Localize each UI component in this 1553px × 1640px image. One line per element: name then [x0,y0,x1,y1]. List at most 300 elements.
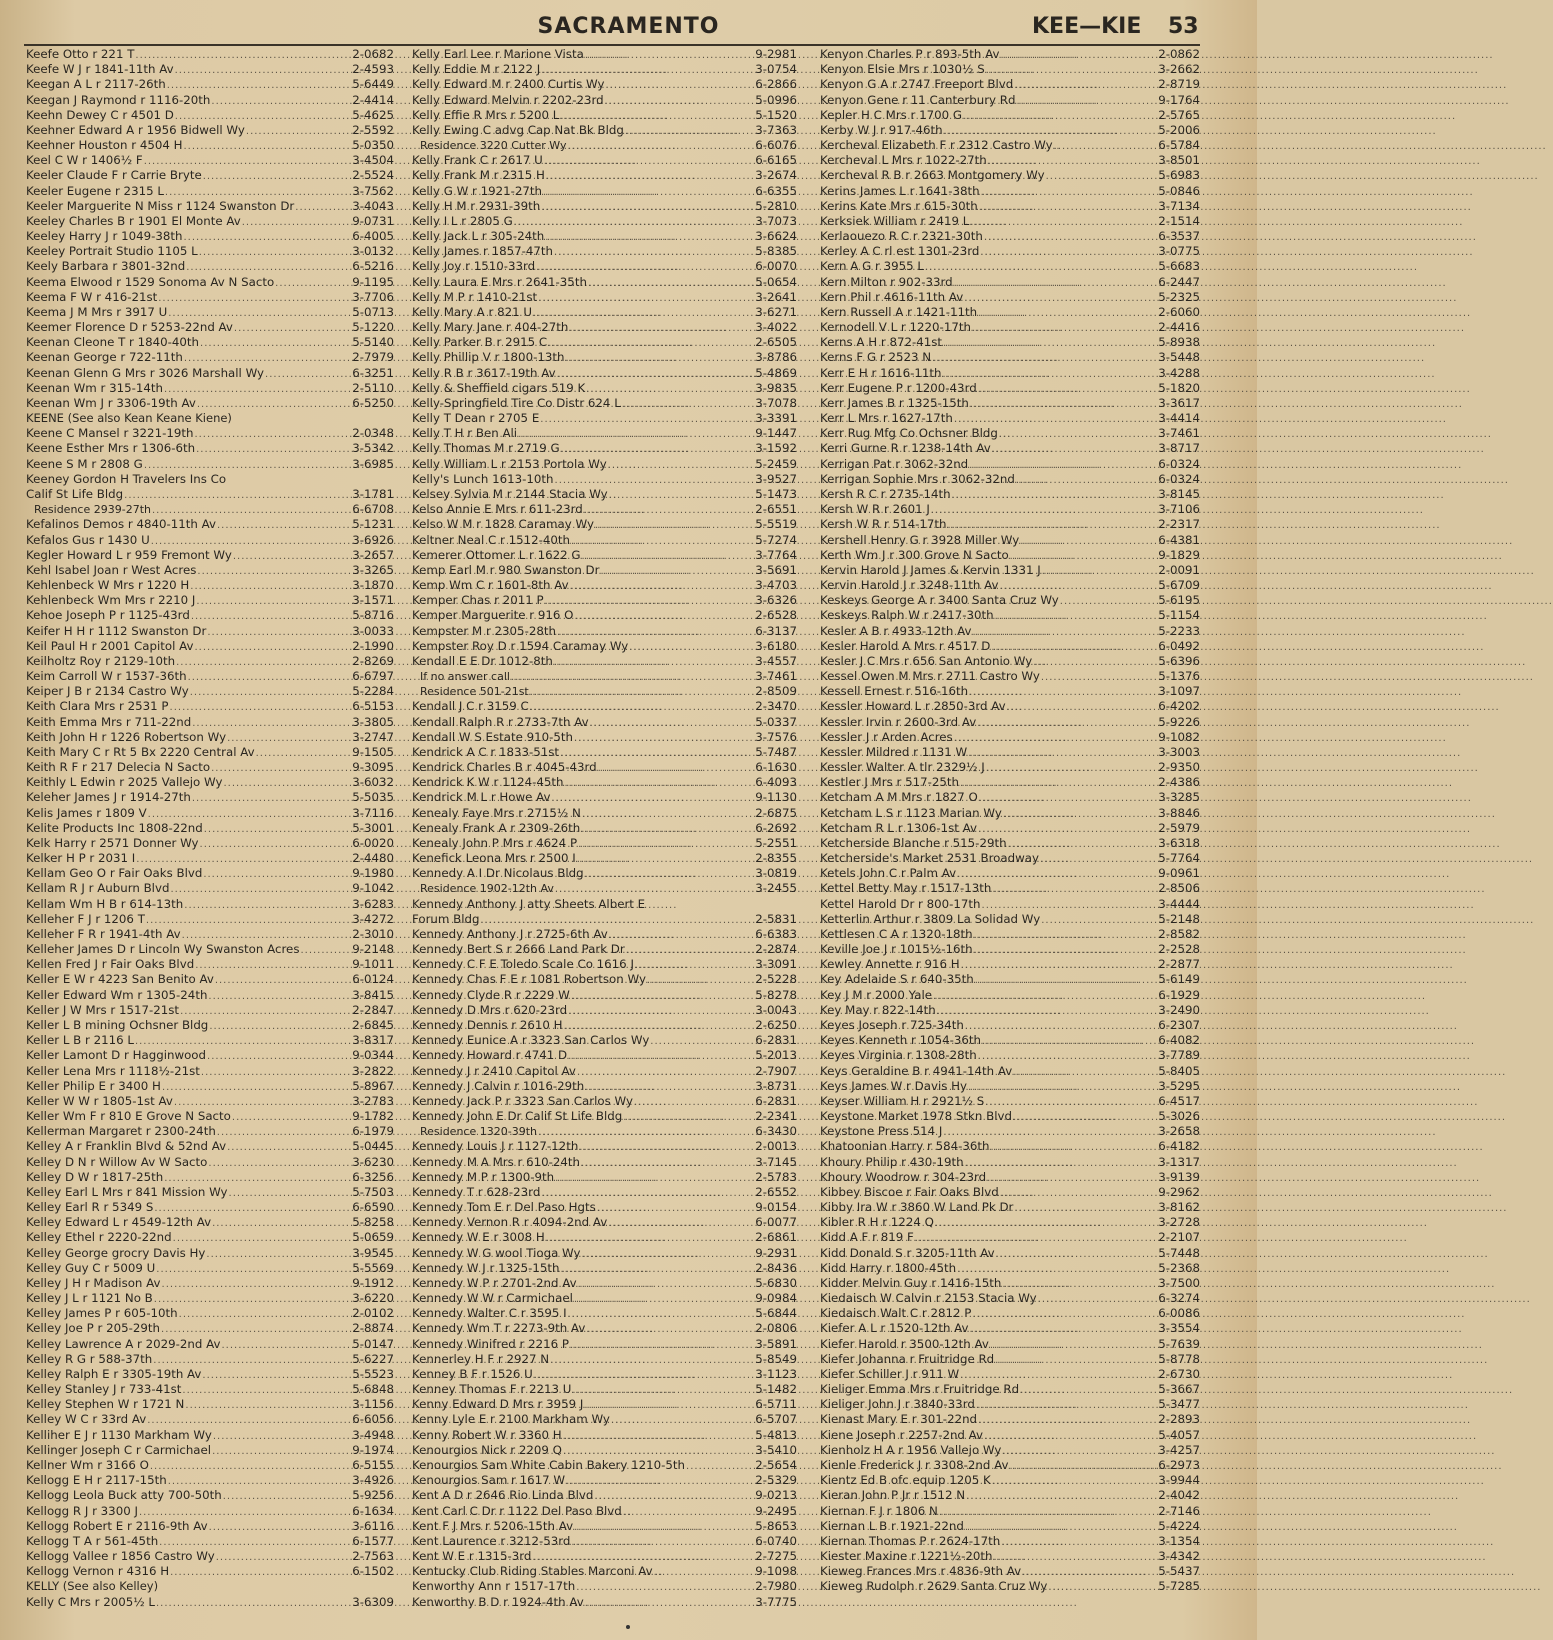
leader-dots [209,1520,352,1535]
leader-dots [611,1413,754,1428]
listing-name: Kenney Thomas F r 2213 U [412,1382,572,1397]
leader-dots [609,928,754,943]
listing-phone: 2-1990 [352,638,394,653]
leader-dots [180,1004,351,1019]
listing-phone: 5-9226 [1158,714,1200,729]
listing-row [820,1246,1200,1261]
leader-dots [571,989,754,1004]
listing-phone: 3-6318 [1158,835,1200,850]
leader-dots [635,958,754,973]
listing-row [26,517,394,532]
leader-dots [170,882,351,897]
listing-phone: 5-1820 [1158,380,1200,395]
listing-row [26,1579,394,1594]
listing-row [412,320,797,335]
listing-name: Keema Elwood r 1529 Sonoma Av N Sacto [26,274,275,289]
listing-row [412,199,797,214]
leader-dots [978,306,1157,321]
listing-name: Kessler J r Arden Acres [820,729,953,744]
leader-dots [622,397,754,412]
leader-dots [560,1262,754,1277]
listing-row [820,108,1200,123]
leader-dots [977,716,1157,731]
listing-phone: 5-5519 [755,517,797,532]
listing-phone: 5-0996 [755,92,797,107]
listing-name: Keville Joe J r 1015½-16th [820,942,973,957]
leader-dots [581,822,754,837]
listing-name: Kercheval R B r 2663 Montgomery Wy [820,168,1045,183]
leader-dots [256,746,352,761]
leader-dots [162,1080,351,1095]
listing-row [26,62,394,77]
listing-row [26,988,394,1003]
listing-name: Kerksiek William r 2419 L [820,213,970,228]
listing-row [412,669,797,684]
listing-row [412,123,797,138]
listing-row [26,821,394,836]
listing-row [412,806,797,821]
leader-dots [212,1444,351,1459]
listing-phone: 5-6683 [1158,259,1200,274]
listing-phone: 5-1231 [352,517,394,532]
listing-name: Kelleher F J r 1206 T [26,911,145,926]
leader-dots [996,1247,1158,1262]
listing-phone: 3-0132 [352,244,394,259]
listing-row [26,1504,394,1519]
leader-dots [939,1505,1157,1520]
listing-name: Residence 3220 Cutter Wy [420,139,567,153]
listing-name: Kershell Henry G r 3928 Miller Wy [820,532,1020,547]
leader-dots [625,124,754,139]
listing-row [26,1564,394,1579]
listing-name: Kelley D N r Willow Av W Sacto [26,1154,208,1169]
listing-name: Keskeys Ralph W r 2417-30th [820,608,994,623]
listing-row [820,1261,1200,1276]
listing-row [26,1094,394,1109]
listing-row [26,138,394,153]
listing-phone: 3-7134 [1158,198,1200,213]
listing-phone: 3-6326 [755,593,797,608]
listing-row [26,320,394,335]
listing-phone: 3-9944 [1158,1473,1200,1488]
listing-phone: 6-6708 [352,502,394,517]
listing-name: Kerr E H r 1616-11th [820,365,942,380]
listing-name: Kerri Gurne R r 1238-14th Av [820,441,991,456]
listing-name: Keith John H r 1226 Robertson Wy [26,729,227,744]
listing-phone: 6-6383 [755,926,797,941]
listing-row [26,441,394,456]
listing-phone: 2-6875 [755,805,797,820]
listing-name: Kessler Howard L r 2850-3rd Av [820,699,1006,714]
leader-dots [968,1080,1157,1095]
listing-row [26,47,394,62]
leader-dots [568,1307,755,1322]
listing-phone: 6-0077 [755,1215,797,1230]
listing-row [820,1352,1200,1367]
listing-name: Kessell Ernest r 516-16th [820,684,969,699]
listing-row [412,1382,797,1397]
listing-row [26,790,394,805]
leader-dots [197,564,351,579]
leader-dots [563,1429,755,1444]
leader-dots [481,913,755,928]
listing-phone: 6-0086 [1158,1306,1200,1321]
listing-phone: 5-2233 [1158,623,1200,638]
listing-phone: 2-5110 [352,380,394,395]
listing-phone: 6-5784 [1158,138,1200,153]
listing-phone: 3-7500 [1158,1275,1200,1290]
leader-dots [574,731,754,746]
leader-dots [179,1307,352,1322]
leader-dots [585,1080,754,1095]
listing-row [820,1549,1200,1564]
listing-phone: 6-4182 [1158,1139,1200,1154]
leader-dots [555,882,754,897]
listing-row [26,533,394,548]
leader-dots [933,989,1157,1004]
listing-phone: 2-8719 [1158,77,1200,92]
listing-row [26,168,394,183]
listing-row [26,472,394,487]
listing-name: Kellogg Vallee r 1856 Castro Wy [26,1549,215,1564]
listing-phone: 3-5691 [755,562,797,577]
listing-row [412,214,797,229]
leader-dots [623,1505,754,1520]
listing-name: Kelley R G r 588-37th [26,1351,153,1366]
leader-dots [978,382,1158,397]
listing-name: Kelly R B r 3617-19th Av [412,365,556,380]
leader-dots [1001,48,1158,63]
listing-row [26,897,394,912]
listing-phone: 3-3091 [755,957,797,972]
leader-dots [566,1474,754,1489]
listing-phone: 3-3265 [352,562,394,577]
listing-row [26,153,394,168]
listing-phone: 2-4042 [1158,1488,1200,1503]
listing-name: Keeley Charles B r 1901 El Monte Av [26,213,241,228]
listing-row [820,897,1200,912]
listing-row [412,168,797,183]
listing-name: Kettlesen C A r 1320-18th [820,926,973,941]
listing-phone: 9-1447 [755,426,797,441]
listing-name: Kidd Donald S r 3205-11th Av [820,1245,995,1260]
listing-row [820,866,1200,881]
listing-row [26,396,394,411]
leader-dots [182,1383,351,1398]
listing-name: Kelley Guy C r 5009 U [26,1260,156,1275]
listing-name: Kehl Isabel Joan r West Acres [26,562,197,577]
listing-phone: 3-1592 [755,441,797,456]
leader-dots [151,534,352,549]
listing-phone: 5-8258 [352,1215,394,1230]
listing-row [26,1321,394,1336]
listing-row [412,350,797,365]
listing-name: Keeler Eugene r 2315 L [26,183,164,198]
listing-name: Kiester Maxine r 1221½-20th [820,1549,993,1564]
listing-row [412,138,797,153]
listing-name: Kennedy W P r 2701-2nd Av [412,1275,577,1290]
leader-dots [568,139,755,154]
listing-phone: 6-1979 [352,1124,394,1139]
leader-dots [571,1535,754,1550]
directory-column-2 [412,47,797,1610]
leader-dots [546,1231,755,1246]
leader-dots [974,943,1158,958]
listing-row [412,1230,797,1245]
leader-dots [992,442,1157,457]
listing-row [820,502,1200,517]
listing-name: Keskeys George A r 3400 Santa Cruz Wy [820,593,1059,608]
listing-name: Kelly Edward M r 2400 Curtis Wy [412,77,605,92]
listing-name: Keel C W r 1406½ F [26,153,143,168]
listing-phone: 3-6926 [352,532,394,547]
leader-dots [925,260,1157,275]
listing-name: Keene Esther Mrs r 1306-6th [26,441,196,456]
listing-phone: 3-9527 [755,471,797,486]
leader-dots [200,837,352,852]
listing-row [412,244,797,259]
listing-row [412,1519,797,1534]
listing-name: Keely Barbara r 3801-32nd [26,259,186,274]
listing-row [820,229,1200,244]
leader-dots [148,807,352,822]
listing-name: Kerns F G r 2523 N [820,350,932,365]
listing-name: Kerins Kate Mrs r 615-30th [820,198,978,213]
leader-dots [168,1474,351,1489]
listing-name: Kendrick Charles B r 4045-43rd [412,760,597,775]
listing-phone: 3-8846 [1158,805,1200,820]
listing-name: Kelley D W r 1817-25th [26,1169,164,1184]
listing-name: Kelley J H r Madison Av [26,1275,161,1290]
leader-dots [185,1398,351,1413]
leader-dots [1009,1459,1157,1474]
listing-row [26,1412,394,1427]
listing-name: Keifer H H r 1112 Swanston Dr [26,623,207,638]
leader-dots [1033,655,1157,670]
listing-phone: 3-9545 [352,1245,394,1260]
listing-name: Keene S M r 2808 G [26,456,143,471]
listing-name: Keys James W r Davis Hy [820,1078,967,1093]
leader-dots [993,1550,1157,1565]
listing-phone: 3-4926 [352,1473,394,1488]
listing-row [412,639,797,654]
listing-phone: 2-5524 [352,168,394,183]
listing-name: Kenourgios Sam White Cabin Bakery 1210-5th [412,1457,686,1472]
listing-row [820,548,1200,563]
leader-dots [165,185,351,200]
listing-phone: 2-2341 [755,1109,797,1124]
listing-name: Kennedy John E Dr Calif St Life Bldg [412,1109,623,1124]
listing-phone: 6-1929 [1158,987,1200,1002]
listing-phone: 2-6505 [755,335,797,350]
listing-phone: 6-2307 [1158,1018,1200,1032]
leader-dots [970,1322,1158,1337]
listing-name: Kienast Mary E r 301-22nd [820,1412,978,1427]
listing-row [26,244,394,259]
listing-row [820,77,1200,92]
listing-row [26,1306,394,1321]
leader-dots [965,1156,1158,1171]
listing-name: Kendall Ralph R r 2733-7th Av [412,714,589,729]
listing-row [820,1367,1200,1382]
listing-name: Keenan Wm J r 3306-19th Av [26,395,196,410]
listing-name: Kettel Harold Dr r 800-17th [820,896,981,911]
listing-phone: 5-5140 [352,335,394,350]
listing-row [26,426,394,441]
listing-row [26,1291,394,1306]
listing-row [26,972,394,987]
listing-row [26,77,394,92]
leader-dots [972,1307,1157,1322]
listing-name: Keleher James J r 1914-27th [26,790,191,805]
listing-row [412,305,797,320]
leader-dots [170,700,352,715]
leader-dots [963,109,1157,124]
listing-row [412,578,797,593]
leader-dots [650,1034,754,1049]
listing-phone: 5-4813 [755,1427,797,1442]
listing-phone: 5-0445 [352,1139,394,1154]
listing-phone: 9-0154 [755,1200,797,1215]
listing-phone: 2-0348 [352,426,394,441]
listing-name: Kerr Eugene P r 1200-43rd [820,380,977,395]
listing-phone: 5-7487 [755,744,797,759]
listing-row [412,1170,797,1185]
leader-dots [534,1368,754,1383]
listing-phone: 9-0213 [755,1488,797,1503]
leader-dots [213,1429,351,1444]
listing-row [412,229,797,244]
listing-row [412,654,797,669]
leader-dots [557,367,755,382]
listing-phone: 2-5783 [755,1169,797,1184]
listing-phone: 3-5448 [1158,350,1200,365]
leader-dots [200,336,351,351]
listing-name: Kehlenbeck Wm Mrs r 2210 J [26,593,196,608]
leader-dots [162,1277,352,1292]
listing-row [412,760,797,775]
listing-phone: 2-5979 [1158,820,1200,835]
leader-dots [595,518,754,533]
listing-name: Kidd A F r 819 F [820,1230,914,1245]
leader-dots [578,1277,755,1292]
listing-name: Kestler J Mrs r 517-25th [820,775,959,790]
listing-phone: 9-1974 [352,1442,394,1457]
listing-phone: 6-5155 [352,1457,394,1472]
listing-name: Kelly T H r Ben Ali [412,426,518,441]
leader-dots [623,1110,754,1125]
leader-dots [511,670,754,685]
listing-phone: 5-6709 [1158,578,1200,593]
listing-phone: 2-4386 [1158,775,1200,790]
listing-row [412,1048,797,1063]
leader-dots [954,412,1157,427]
listing-row [26,350,394,365]
listing-phone: 3-8317 [352,1033,394,1048]
listing-phone: 5-4869 [755,365,797,380]
leader-dots [156,1262,351,1277]
leader-dots [1000,1186,1158,1201]
listing-name: Kern Milton r 902-33rd [820,274,953,289]
listing-row [820,1230,1200,1245]
listing-name: Kiefer Johanna r Fruitridge Rd [820,1351,995,1366]
listing-row [412,1473,797,1488]
listing-row [412,593,797,608]
listing-name: Kersh W R r 514-17th [820,517,947,532]
listing-phone: 3-2455 [755,881,797,896]
listing-name: Ketcham R L r 1306-1st Av [820,820,977,835]
listing-name: Kellam R J r Auburn Blvd [26,881,170,896]
listing-phone: 3-1123 [755,1366,797,1381]
listing-phone: 3-8786 [755,350,797,365]
listing-row [820,426,1200,441]
leader-dots [300,943,351,958]
leader-dots [144,154,352,169]
leader-dots [564,776,754,791]
listing-phone: 2-5228 [755,972,797,987]
leader-dots [992,882,1157,897]
listing-name: Kelk Harry r 2571 Donner Wy [26,835,199,850]
listing-row [820,1488,1200,1503]
listing-name: Kibler R H r 1224 Q [820,1215,934,1230]
listing-phone: 3-7576 [755,729,797,744]
listing-name: Kiernan Thomas P r 2624-17th [820,1533,1001,1548]
listing-phone: 5-8778 [1158,1351,1200,1366]
listing-row [820,411,1200,426]
listing-row [820,244,1200,259]
listing-name: Keller Philip E r 3400 H [26,1078,161,1093]
listing-row [26,1337,394,1352]
leader-dots [1002,1277,1157,1292]
listing-row [820,1079,1200,1094]
listing-phone: 9-0961 [1158,866,1200,881]
listing-phone: 3-2783 [352,1093,394,1108]
listing-phone: 9-1011 [352,957,394,972]
listing-row [820,942,1200,957]
listing-row [412,93,797,108]
listing-row [26,624,394,639]
listing-phone: 5-7448 [1158,1245,1200,1260]
listing-row [26,1534,394,1549]
listing-phone: 2-2874 [755,942,797,957]
listing-name: Kelly Parker B r 2915 C [412,335,548,350]
listing-row [820,593,1200,608]
listing-phone: 5-4224 [1158,1518,1200,1533]
leader-dots [203,867,351,882]
listing-phone: 5-5569 [352,1260,394,1275]
listing-name: Kenny Edward D Mrs r 3959 J [412,1397,584,1412]
listing-name: Kessel Owen M Mrs r 2711 Castro Wy [820,669,1040,684]
listing-row [412,1579,797,1594]
listing-row [412,912,797,927]
listing-name: Kempster M r 2305-28th [412,623,556,638]
listing-row [26,1018,394,1033]
listing-row [26,942,394,957]
leader-dots [1046,169,1158,184]
listing-name: Keenan Cleone T r 1840-40th [26,335,200,350]
listing-phone: 6-5250 [352,395,394,410]
listing-name: Kerlaouezo R C r 2321-30th [820,229,983,244]
leader-dots [217,518,351,533]
listing-name: Residence 2939-27th [34,503,151,517]
listing-row [412,715,797,730]
listing-row [820,259,1200,274]
listing-name: Kelly's Lunch 1613-10th [412,471,554,486]
listing-phone: 2-6060 [1158,304,1200,319]
listing-row [26,487,394,502]
leader-dots [168,306,351,321]
listing-row [412,1306,797,1321]
